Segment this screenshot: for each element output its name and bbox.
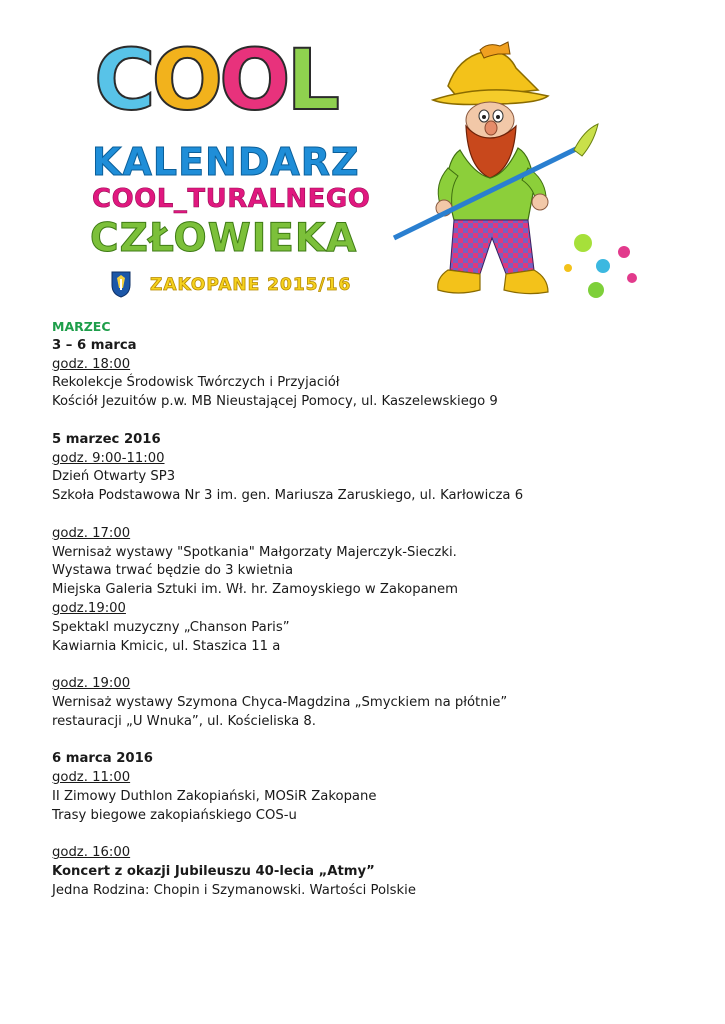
title-cool-turalnego: COOL_TURALNEGO xyxy=(92,184,371,214)
event-line: Wystawa trwać będzie do 3 kwietnia xyxy=(52,563,294,579)
event-time: godz. 18:00 xyxy=(52,356,131,372)
event-line: Miejska Galeria Sztuki im. Wł. hr. Zamoyskiego w Zakopanem xyxy=(52,582,458,598)
event-title-bold: Koncert z okazji Jubileuszu 40-lecia „Atmy” xyxy=(52,864,375,880)
event-line: Kościół Jezuitów p.w. MB Nieustającej Pomocy, ul. Kaszelewskiego 9 xyxy=(52,394,498,410)
event-line: II Zimowy Duthlon Zakopiański, MOSiR Zakopane xyxy=(52,788,377,804)
event-line: Trasy biegowe zakopiańskiego COS-u xyxy=(52,807,297,823)
event-date: 5 marzec 2016 xyxy=(52,431,161,447)
event-date: 6 marca 2016 xyxy=(52,751,153,767)
event-line: Wernisaż wystawy "Spotkania" Małgorzaty Majerczyk-Sieczki. xyxy=(52,544,457,560)
cool-letter-l: L xyxy=(286,31,337,129)
title-czlowieka: CZŁOWIEKA xyxy=(90,216,358,261)
title-zakopane: ZAKOPANE 2015/16 xyxy=(150,275,352,295)
event-time: godz. 9:00-11:00 xyxy=(52,450,165,466)
cool-letter-o2: O xyxy=(219,31,287,129)
event-line: Rekolekcje Środowisk Twórczych i Przyjaciół xyxy=(52,375,340,391)
poster-header xyxy=(80,31,650,308)
event-line: Dzień Otwarty SP3 xyxy=(52,469,176,485)
gnome-painter-illustration xyxy=(388,38,650,308)
event-line: Jedna Rodzina: Chopin i Szymanowski. Wartości Polskie xyxy=(52,882,416,898)
cool-letter-o1: O xyxy=(151,31,220,129)
event-line: Kawiarnia Kmicic, ul. Staszica 11 a xyxy=(52,638,281,654)
event-line: restauracji „U Wnuka”, ul. Kościeliska 8. xyxy=(52,713,316,729)
event-line: Szkoła Podstawowa Nr 3 im. gen. Mariusza Zaruskiego, ul. Karłowicza 6 xyxy=(52,488,524,504)
event-date: 3 – 6 marca xyxy=(52,337,137,353)
calendar-body xyxy=(52,318,672,901)
coat-of-arms-icon xyxy=(110,270,132,298)
event-time: godz. 19:00 xyxy=(52,676,131,692)
event-line: Wernisaż wystawy Szymona Chyca-Magdzina „Smyckiem na płótnie” xyxy=(52,694,508,710)
title-kalendarz: KALENDARZ xyxy=(92,140,360,184)
month-heading: MARZEC xyxy=(52,319,111,334)
event-time: godz. 17:00 xyxy=(52,525,131,541)
event-time: godz. 11:00 xyxy=(52,770,131,786)
event-time: godz.19:00 xyxy=(52,600,126,616)
event-line: Spektakl muzyczny „Chanson Paris” xyxy=(52,619,290,635)
event-time: godz. 16:00 xyxy=(52,845,131,861)
cool-letter-c: C xyxy=(94,31,152,129)
cool-logo xyxy=(94,31,337,129)
